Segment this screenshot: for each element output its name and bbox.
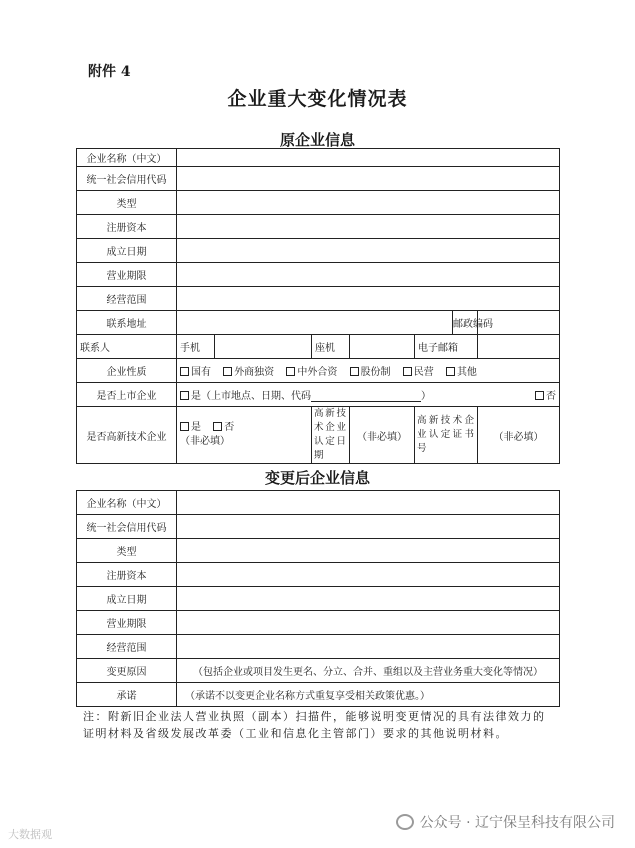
listed-yes-option[interactable]: 是（上市地点、日期、代码 ） — [180, 387, 431, 402]
checkbox-icon — [180, 422, 189, 431]
label-new-term: 营业期限 — [77, 611, 177, 635]
hightech-date-field[interactable]: （非必填） — [350, 407, 415, 464]
label-listed: 是否上市企业 — [77, 383, 177, 407]
new-credit-code-field[interactable] — [177, 515, 560, 539]
label-type: 类型 — [77, 191, 177, 215]
checkbox-icon — [350, 367, 359, 376]
section-title-original: 原企业信息 — [279, 131, 355, 149]
new-capital-field[interactable] — [177, 563, 560, 587]
nature-option-joint-stock[interactable]: 股份制 — [350, 363, 391, 378]
checkbox-icon — [223, 367, 232, 376]
label-hightech-date: 高新技术企业认定日期 — [312, 407, 350, 464]
checkbox-icon — [535, 391, 544, 400]
label-reason: 变更原因 — [77, 659, 177, 683]
new-scope-field[interactable] — [177, 635, 560, 659]
label-new-scope: 经营范围 — [77, 635, 177, 659]
label-email: 电子邮箱 — [415, 335, 478, 359]
label-address: 联系地址 — [77, 311, 177, 335]
orig-term-field[interactable] — [177, 263, 560, 287]
label-scope: 经营范围 — [77, 287, 177, 311]
nature-option-jv[interactable]: 中外合资 — [286, 363, 337, 378]
orig-founded-field[interactable] — [177, 239, 560, 263]
label-capital: 注册资本 — [77, 215, 177, 239]
label-founded: 成立日期 — [77, 239, 177, 263]
label-nature: 企业性质 — [77, 359, 177, 383]
orig-scope-field[interactable] — [177, 287, 560, 311]
hightech-optional-note: （非必填） — [180, 436, 230, 447]
checkbox-icon — [446, 367, 455, 376]
nature-option-state[interactable]: 国有 — [180, 363, 211, 378]
attachment-label: 附件 4 — [88, 64, 131, 80]
label-new-name: 企业名称（中文） — [77, 491, 177, 515]
label-new-capital: 注册资本 — [77, 563, 177, 587]
watermark-left: 大数据观 — [8, 828, 52, 841]
label-contact: 联系人 — [77, 335, 177, 359]
listed-detail-blank[interactable] — [311, 392, 421, 402]
pledge-field[interactable]: （承诺不以变更企业名称方式重复享受相关政策优惠。） — [177, 683, 560, 707]
label-new-credit-code: 统一社会信用代码 — [77, 515, 177, 539]
label-hightech-cert: 高新技术企业认定证书号 — [415, 407, 478, 464]
orig-type-field[interactable] — [177, 191, 560, 215]
label-hightech: 是否高新技术企业 — [77, 407, 177, 464]
section-title-changed: 变更后企业信息 — [264, 469, 370, 487]
nature-options — [177, 359, 560, 383]
label-landline: 座机 — [312, 335, 350, 359]
original-info-table — [76, 148, 560, 464]
footnote: 注：附新旧企业法人营业执照（副本）扫描件，能够说明变更情况的具有法律效力的证明材料及省级发展改革委（工业和信息化主管部门）要求的其他说明材料。 — [83, 710, 546, 740]
orig-address-field[interactable] — [177, 311, 453, 335]
checkbox-icon — [180, 391, 189, 400]
listed-no-option[interactable]: 否 — [535, 387, 556, 402]
label-credit-code: 统一社会信用代码 — [77, 167, 177, 191]
hightech-yes-option[interactable]: 是 — [180, 421, 201, 435]
hightech-cert-field[interactable]: （非必填） — [478, 407, 560, 464]
hightech-no-option[interactable]: 否 — [213, 421, 234, 435]
checkbox-icon — [286, 367, 295, 376]
label-new-founded: 成立日期 — [77, 587, 177, 611]
hightech-options — [177, 407, 312, 464]
nature-option-foreign[interactable]: 外商独资 — [223, 363, 274, 378]
checkbox-icon — [180, 367, 189, 376]
orig-capital-field[interactable] — [177, 215, 560, 239]
change-reason-field[interactable]: （包括企业或项目发生更名、分立、合并、重组以及主营业务重大变化等情况） — [177, 659, 560, 683]
orig-email-field[interactable] — [478, 335, 560, 359]
listed-options — [177, 383, 560, 407]
nature-option-private[interactable]: 民营 — [403, 363, 434, 378]
wechat-icon — [396, 814, 414, 830]
orig-landline-field[interactable] — [350, 335, 415, 359]
orig-mobile-field[interactable] — [215, 335, 312, 359]
label-mobile: 手机 — [177, 335, 215, 359]
watermark-right — [396, 812, 615, 832]
changed-info-table — [76, 490, 560, 707]
orig-name-field[interactable] — [177, 149, 560, 167]
page-title: 企业重大变化情况表 — [227, 88, 408, 110]
watermark-right-text: 公众号 · 辽宁保呈科技有限公司 — [419, 815, 615, 831]
label-postcode: 邮政编码 — [453, 311, 478, 335]
label-pledge: 承诺 — [77, 683, 177, 707]
nature-option-other[interactable]: 其他 — [446, 363, 477, 378]
orig-credit-code-field[interactable] — [177, 167, 560, 191]
checkbox-icon — [213, 422, 222, 431]
new-type-field[interactable] — [177, 539, 560, 563]
label-name: 企业名称（中文） — [77, 149, 177, 167]
checkbox-icon — [403, 367, 412, 376]
new-term-field[interactable] — [177, 611, 560, 635]
label-term: 营业期限 — [77, 263, 177, 287]
label-new-type: 类型 — [77, 539, 177, 563]
new-name-field[interactable] — [177, 491, 560, 515]
new-founded-field[interactable] — [177, 587, 560, 611]
